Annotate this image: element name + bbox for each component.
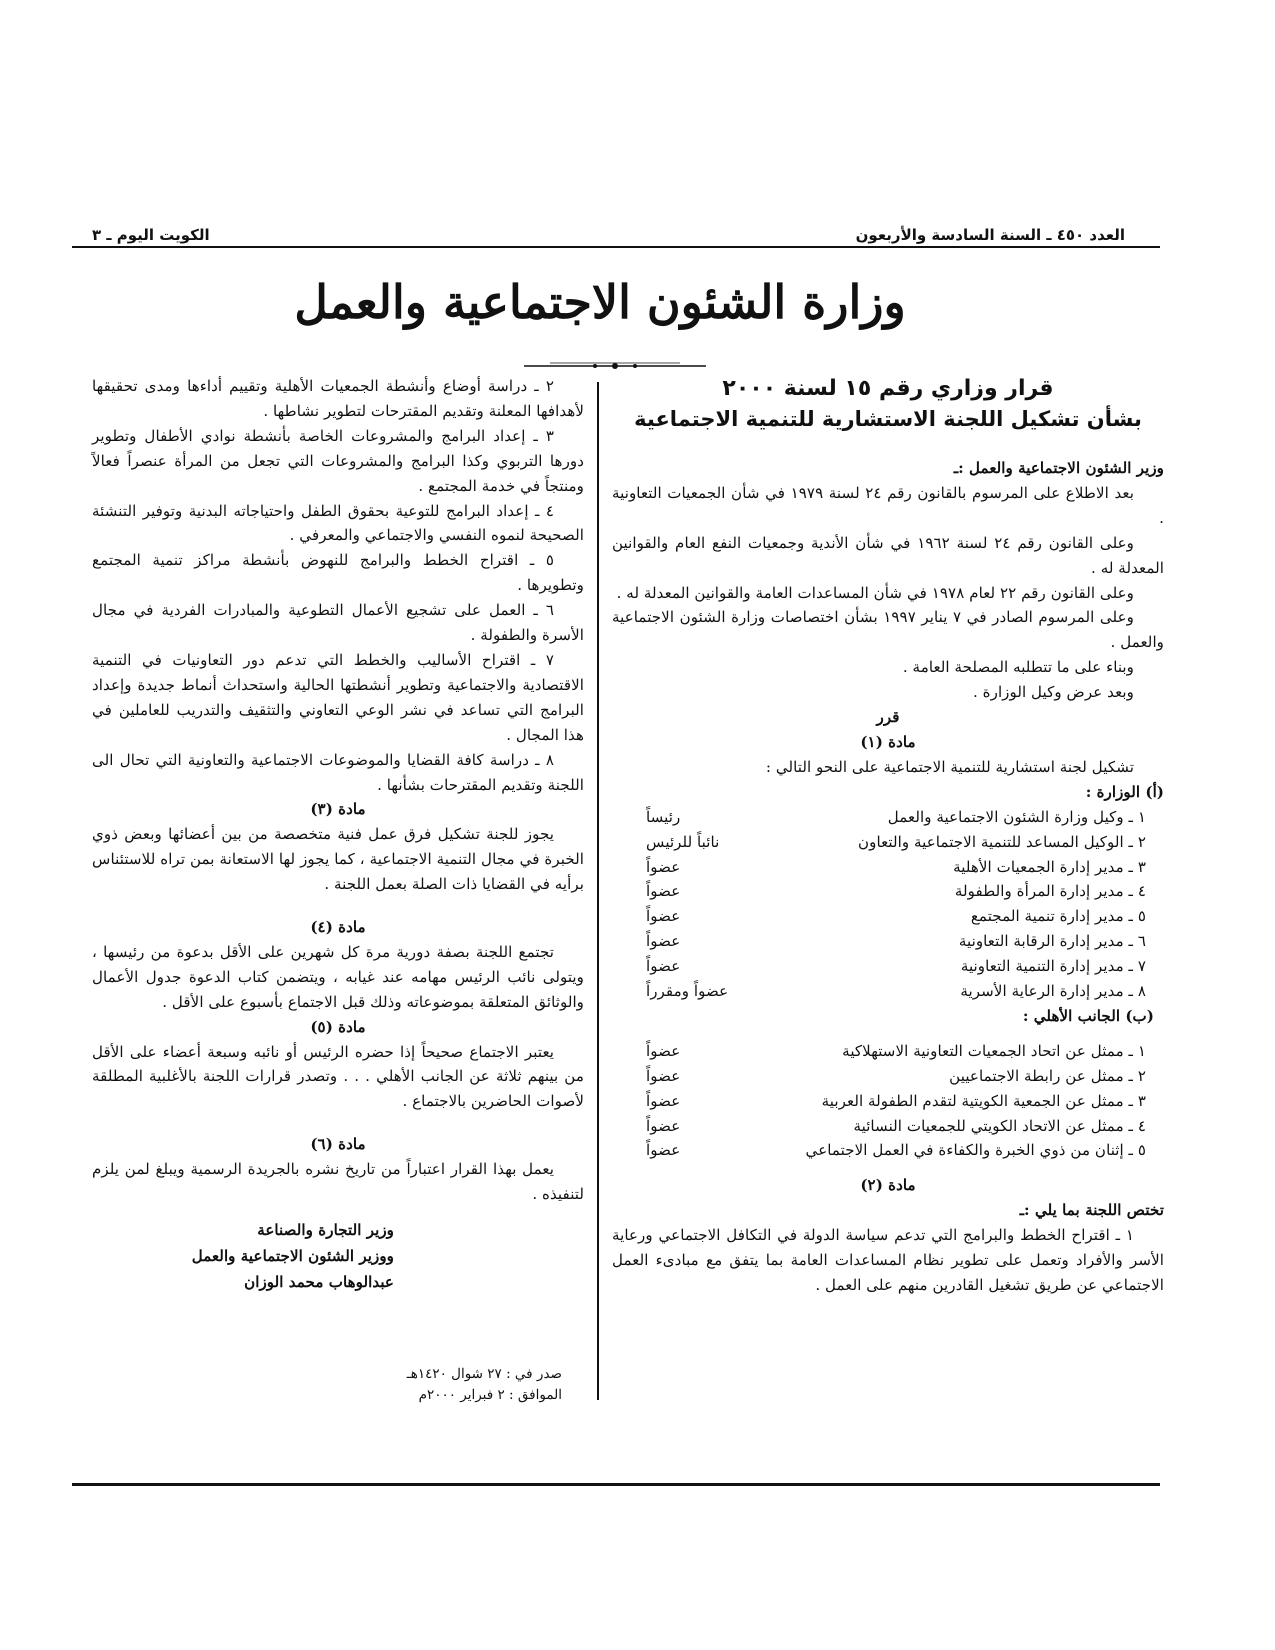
member-name: ٢ ـ ممثل عن رابطة الاجتماعيين bbox=[949, 1066, 1146, 1085]
section-a-ministry: (أ) الوزارة : bbox=[1085, 782, 1164, 801]
member-name: ١ ـ ممثل عن اتحاد الجمعيات التعاونية الاستهلاكية bbox=[842, 1041, 1146, 1060]
member-role: عضواً bbox=[646, 1041, 681, 1060]
civil-member-row bbox=[612, 1064, 1164, 1089]
signature-title-2: ووزير الشئون الاجتماعية والعمل bbox=[191, 1247, 394, 1265]
article-5-text: يعتبر الاجتماع صحيحاً إذا حضره الرئيس أو نائبه وسبعة أعضاء على الأقل من بينهم ثلاثة عن الجانب الأهلي . . . وتصدر قرارات اللجنة بالأغلبية المطلقة لأصوات الحاضرين بالاجتماع . bbox=[92, 1042, 584, 1111]
member-role: نائباً للرئيس bbox=[646, 832, 720, 851]
article-6-heading: مادة (٦) bbox=[310, 1135, 366, 1154]
article-2-item: ٤ ـ إعداد البرامج للتوعية بحقوق الطفل واحتياجاته البدنية وتوفير التنشئة الصحيحة لنموه النفسي والاجتماعي والمعرفي . bbox=[92, 501, 584, 545]
preamble-item: وعلى القانون رقم ٢٤ لسنة ١٩٦٢ في شأن الأندية وجمعيات النفع العام والقوانين المعدلة له . bbox=[612, 533, 1164, 577]
ministry-member-row bbox=[612, 954, 1164, 979]
article-2-item: ٣ ـ إعداد البرامج والمشروعات الخاصة بأنشطة نوادي الأطفال وتطوير دورها التربوي وكذا البرامج والمشروعات التي تجعل من المرأة عنصراً فعالاً ومنتجاً في خدمة المجتمع . bbox=[92, 426, 584, 495]
member-role: عضواً bbox=[646, 1066, 681, 1085]
article-5-heading: مادة (٥) bbox=[310, 1017, 366, 1036]
ministry-member-row bbox=[612, 879, 1164, 904]
article-2-item: ٥ ـ اقتراح الخطط والبرامج للنهوض بأنشطة مراكز تنمية المجتمع وتطويرها . bbox=[92, 551, 584, 595]
member-role: عضواً bbox=[646, 882, 681, 901]
article-1-intro: تشكيل لجنة استشارية للتنمية الاجتماعية على النحو التالي : bbox=[765, 757, 1134, 776]
ministry-calligraphy-logo bbox=[294, 258, 906, 350]
member-name: ٣ ـ ممثل عن الجمعية الكويتية لتقدم الطفولة العربية bbox=[821, 1091, 1146, 1110]
member-name: ٥ ـ مدير إدارة تنمية المجتمع bbox=[970, 907, 1146, 926]
issued-gregorian-date: الموافق : ٢ فبراير ٢٠٠٠م bbox=[418, 1387, 562, 1403]
ministry-member-row bbox=[612, 904, 1164, 929]
ministry-member-row bbox=[612, 855, 1164, 880]
member-role: عضواً bbox=[646, 857, 681, 876]
civil-member-row bbox=[612, 1089, 1164, 1114]
article-2-item: ٧ ـ اقتراح الأساليب والخطط التي تدعم دور التعاونيات في التنمية الاقتصادية والاجتماعية وتطوير أنشطتها الحالية واستحداث أنماط جديدة وإعداد البرامج التي تساعد في نشر الوعي التعاوني والتثقيف والتدريب للعاملين في هذا المجال . bbox=[92, 650, 584, 744]
ministry-member-row bbox=[612, 805, 1164, 830]
ministry-member-row bbox=[612, 979, 1164, 1004]
issued-date-block bbox=[382, 1364, 562, 1406]
preamble-item: بعد الاطلاع على المرسوم بالقانون رقم ٢٤ لسنة ١٩٧٩ في شأن الجمعيات التعاونية . bbox=[612, 483, 1164, 527]
member-role: عضواً ومقرراً bbox=[646, 982, 729, 1001]
decree-subject: بشأن تشكيل اللجنة الاستشارية للتنمية الاجتماعية bbox=[634, 407, 1142, 431]
civil-member-row bbox=[612, 1138, 1164, 1163]
member-role: عضواً bbox=[646, 907, 681, 926]
member-name: ٤ ـ مدير إدارة المرأة والطفولة bbox=[954, 882, 1146, 901]
preamble-item: وبناء على ما تتطلبه المصلحة العامة . bbox=[902, 658, 1134, 677]
article-2-heading: مادة (٢) bbox=[860, 1176, 916, 1195]
publication-page-header: الكويت اليوم ـ ٣ bbox=[92, 226, 210, 244]
article-3-heading: مادة (٣) bbox=[310, 800, 366, 819]
article-4-text: تجتمع اللجنة بصفة دورية مرة كل شهرين على الأقل بدعوة من رئيسها ، ويتولى نائب الرئيس مهامه عند غيابه ، ويتضمن كتاب الدعوة جدول الأعمال والوثائق المتعلقة بموضوعاته وذلك قبل الاجتماع بأسبوع على الأقل . bbox=[92, 942, 584, 1011]
preamble-item: وعلى المرسوم الصادر في ٧ يناير ١٩٩٧ بشأن اختصاصات وزارة الشئون الاجتماعية والعمل . bbox=[612, 608, 1164, 652]
issued-hijri-date: صدر في : ٢٧ شوال ١٤٢٠هـ bbox=[406, 1366, 562, 1382]
minister-heading: وزير الشئون الاجتماعية والعمل :ـ bbox=[953, 459, 1164, 477]
article-2-item: ٨ ـ دراسة كافة القضايا والموضوعات الاجتماعية والتعاونية التي تحال الى اللجنة وتقديم المقترحات بشأنها . bbox=[92, 750, 584, 794]
header-rule bbox=[72, 246, 1160, 248]
column-divider bbox=[597, 382, 599, 1400]
article-3-text: يجوز للجنة تشكيل فرق عمل فنية متخصصة من بين أعضائها وبعض ذوي الخبرة في مجال التنمية الاجتماعية ، كما يجوز لها الاستعانة بمن تراه للاستئناس برأيه في القضايا ذات الصلة بعمل اللجنة . bbox=[92, 825, 584, 894]
signature-name: عبدالوهاب محمد الوزان bbox=[244, 1273, 394, 1291]
article-2-item: ١ ـ اقتراح الخطط والبرامج التي تدعم سياسة الدولة في التكافل الاجتماعي ورعاية الأسر والأفراد وتعمل على تطوير نظام المساعدات العامة بما يتفق مع مبادىء العمل الاجتماعي عن طريق تشغيل القادرين منهم على العمل . bbox=[612, 1226, 1164, 1294]
member-name: ٣ ـ مدير إدارة الجمعيات الأهلية bbox=[953, 857, 1146, 876]
section-b-civil: (ب) الجانب الأهلي : bbox=[1022, 1006, 1154, 1025]
article-2-item: ٦ ـ العمل على تشجيع الأعمال التطوعية والمبادرات الفردية في مجال الأسرة والطفولة . bbox=[92, 601, 584, 645]
left-column bbox=[92, 374, 584, 1295]
preamble-item: وبعد عرض وكيل الوزارة . bbox=[973, 683, 1134, 702]
article-4-heading: مادة (٤) bbox=[310, 918, 366, 937]
ministry-member-row bbox=[612, 830, 1164, 855]
ministry-calligraphy-title bbox=[294, 258, 906, 350]
right-column bbox=[612, 374, 1164, 1298]
member-name: ٨ ـ مدير إدارة الرعاية الأسرية bbox=[960, 982, 1146, 1001]
issue-number-header: العدد ٤٥٠ ـ السنة السادسة والأربعون bbox=[855, 226, 1125, 244]
member-name: ٥ ـ إثنان من ذوي الخبرة والكفاءة في العمل الاجتماعي bbox=[805, 1141, 1146, 1160]
member-name: ٧ ـ مدير إدارة التنمية التعاونية bbox=[960, 957, 1146, 976]
ornament-divider bbox=[520, 358, 710, 372]
decides-heading: قرر bbox=[876, 708, 900, 727]
member-name: ٤ ـ ممثل عن الاتحاد الكويتي للجمعيات النسائية bbox=[853, 1116, 1146, 1135]
article-1-heading: مادة (١) bbox=[860, 732, 916, 751]
article-2-intro: تختص اللجنة بما يلي :ـ bbox=[1019, 1201, 1164, 1220]
member-role: عضواً bbox=[646, 1116, 681, 1135]
member-name: ١ ـ وكيل وزارة الشئون الاجتماعية والعمل bbox=[887, 807, 1146, 826]
signature-title-1: وزير التجارة والصناعة bbox=[257, 1221, 394, 1239]
ministry-title-text: وزارة الشئون الاجتماعية والعمل bbox=[294, 275, 906, 329]
article-6-text: يعمل بهذا القرار اعتباراً من تاريخ نشره بالجريدة الرسمية ويبلغ لمن يلزم لتنفيذه . bbox=[92, 1160, 584, 1204]
member-role: رئيساً bbox=[646, 807, 681, 826]
member-name: ٢ ـ الوكيل المساعد للتنمية الاجتماعية والتعاون bbox=[857, 832, 1146, 851]
member-role: عضواً bbox=[646, 1091, 681, 1110]
article-2-item: ٢ ـ دراسة أوضاع وأنشطة الجمعيات الأهلية وتقييم أداءها ومدى تحقيقها لأهدافها المعلنة وتقديم المقترحات لتطوير نشاطها . bbox=[92, 377, 584, 420]
civil-member-row bbox=[612, 1114, 1164, 1139]
member-role: عضواً bbox=[646, 957, 681, 976]
member-name: ٦ ـ مدير إدارة الرقابة التعاونية bbox=[958, 932, 1146, 951]
civil-member-row bbox=[612, 1039, 1164, 1064]
ministry-member-row bbox=[612, 929, 1164, 954]
footer-rule bbox=[72, 1483, 1160, 1486]
member-role: عضواً bbox=[646, 1141, 681, 1160]
decree-title: قرار وزاري رقم ١٥ لسنة ٢٠٠٠ bbox=[722, 376, 1054, 401]
preamble-item: وعلى القانون رقم ٢٢ لعام ١٩٧٨ في شأن المساعدات العامة والقوانين المعدلة له . bbox=[616, 583, 1134, 602]
member-role: عضواً bbox=[646, 932, 681, 951]
